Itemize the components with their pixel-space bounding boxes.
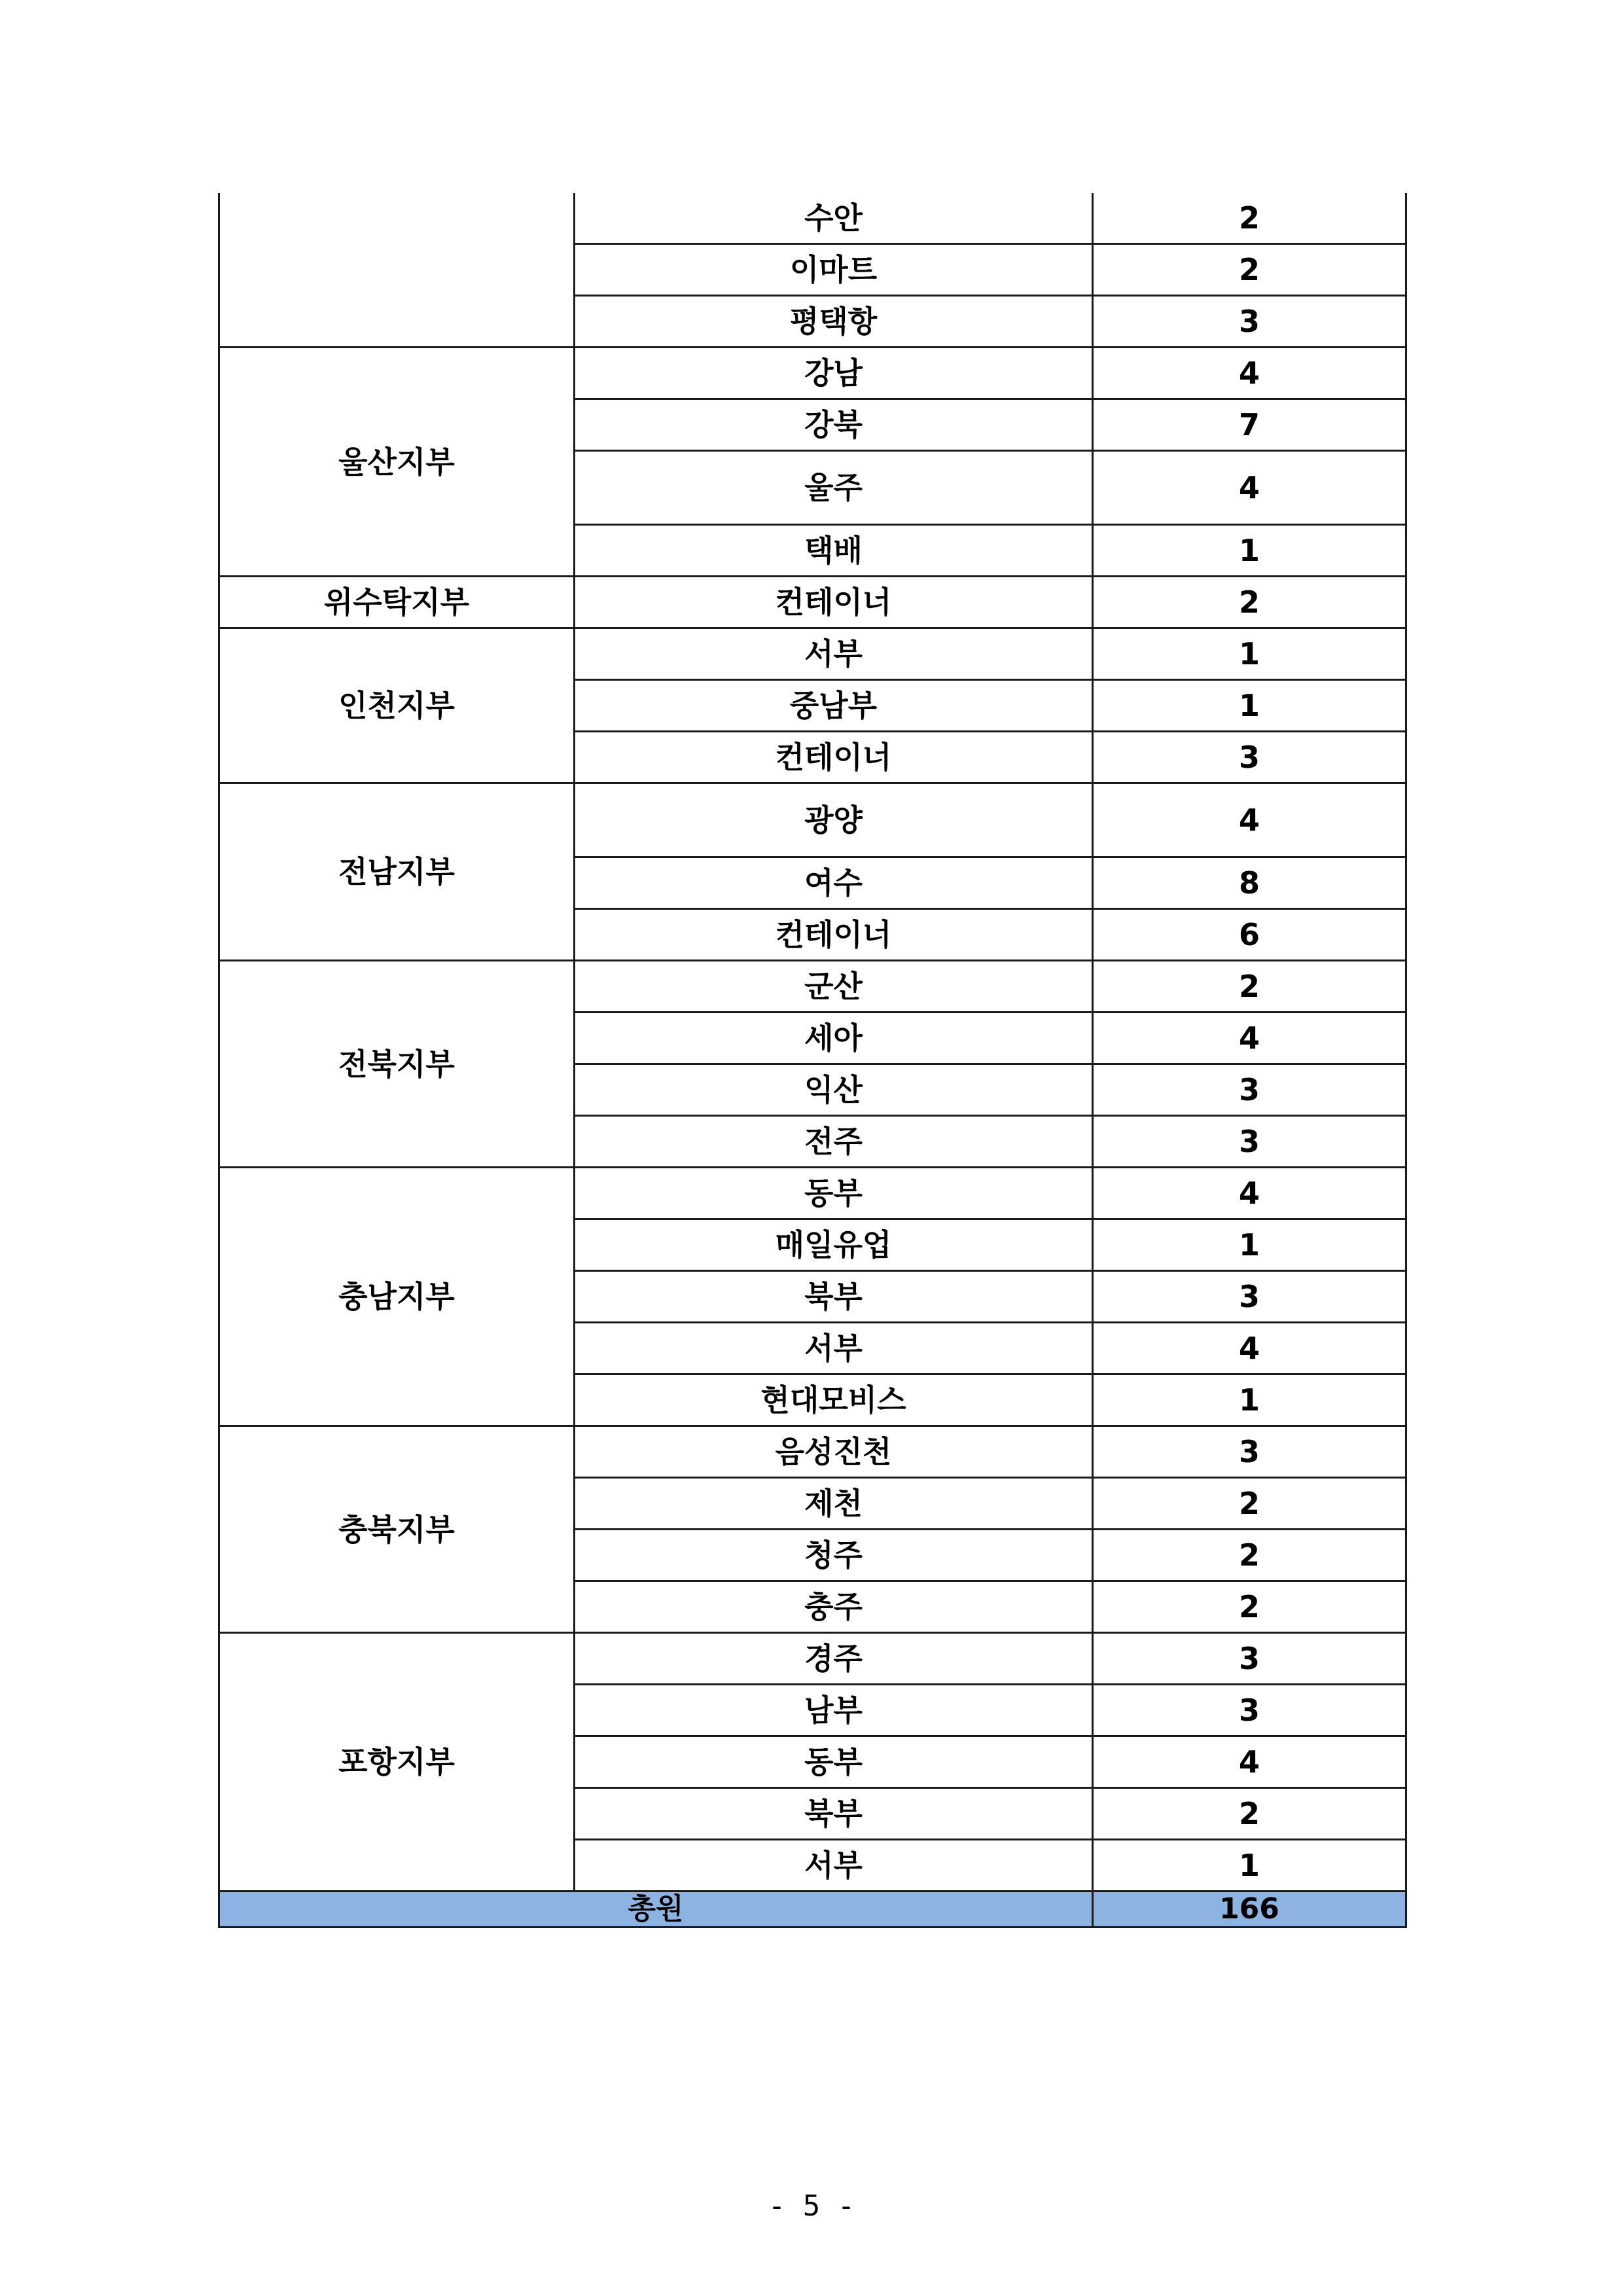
count-cell: 1 — [1093, 525, 1406, 577]
count-cell: 2 — [1093, 1478, 1406, 1530]
branch-cell: 광양 — [575, 783, 1093, 857]
branch-cell: 북부 — [575, 1271, 1093, 1323]
branch-cell: 북부 — [575, 1788, 1093, 1840]
branch-cell: 매일유업 — [575, 1219, 1093, 1271]
branch-cell: 동부 — [575, 1168, 1093, 1219]
count-cell: 6 — [1093, 909, 1406, 961]
region-cell: 충남지부 — [219, 1168, 575, 1426]
table-row — [219, 193, 1406, 244]
count-cell: 3 — [1093, 296, 1406, 348]
count-cell: 2 — [1093, 1581, 1406, 1633]
count-cell: 2 — [1093, 961, 1406, 1013]
branch-cell: 울주 — [575, 451, 1093, 525]
region-cell: 전남지부 — [219, 783, 575, 961]
branch-cell: 청주 — [575, 1530, 1093, 1581]
branch-cell: 컨테이너 — [575, 577, 1093, 628]
branch-cell: 이마트 — [575, 244, 1093, 296]
count-cell: 3 — [1093, 1271, 1406, 1323]
region-cell: 인천지부 — [219, 628, 575, 783]
region-cell: 전북지부 — [219, 961, 575, 1168]
count-cell: 4 — [1093, 1323, 1406, 1374]
branch-cell: 익산 — [575, 1064, 1093, 1116]
page-number: - 5 - — [768, 2189, 855, 2223]
branch-cell: 세아 — [575, 1013, 1093, 1064]
count-cell: 4 — [1093, 1168, 1406, 1219]
branch-cell: 중남부 — [575, 680, 1093, 732]
count-cell: 2 — [1093, 577, 1406, 628]
branch-cell: 택배 — [575, 525, 1093, 577]
branch-cell: 동부 — [575, 1736, 1093, 1788]
count-cell: 2 — [1093, 193, 1406, 244]
table-row — [219, 577, 1406, 628]
branch-cell: 강북 — [575, 399, 1093, 451]
branch-cell: 제천 — [575, 1478, 1093, 1530]
count-cell: 1 — [1093, 1374, 1406, 1426]
count-cell: 2 — [1093, 1530, 1406, 1581]
table-row — [219, 961, 1406, 1013]
count-cell: 4 — [1093, 1736, 1406, 1788]
count-cell: 1 — [1093, 1219, 1406, 1271]
table-row — [219, 1426, 1406, 1478]
branch-cell: 충주 — [575, 1581, 1093, 1633]
table-row — [219, 1168, 1406, 1219]
count-cell: 3 — [1093, 1426, 1406, 1478]
branch-cell: 현대모비스 — [575, 1374, 1093, 1426]
branch-cell: 음성진천 — [575, 1426, 1093, 1478]
count-cell: 2 — [1093, 244, 1406, 296]
count-cell: 1 — [1093, 680, 1406, 732]
branch-cell: 전주 — [575, 1116, 1093, 1168]
count-cell: 3 — [1093, 1064, 1406, 1116]
branch-cell: 서부 — [575, 628, 1093, 680]
total-value: 166 — [1093, 1892, 1406, 1928]
branch-cell: 군산 — [575, 961, 1093, 1013]
count-cell: 3 — [1093, 1685, 1406, 1736]
branch-cell: 컨테이너 — [575, 732, 1093, 783]
branch-cell: 수안 — [575, 193, 1093, 244]
branch-cell: 강남 — [575, 348, 1093, 399]
count-cell: 4 — [1093, 451, 1406, 525]
table-row — [219, 1633, 1406, 1685]
branch-cell: 경주 — [575, 1633, 1093, 1685]
count-cell: 7 — [1093, 399, 1406, 451]
branch-cell: 서부 — [575, 1840, 1093, 1892]
region-cell: 위수탁지부 — [219, 577, 575, 628]
region-cell: 포항지부 — [219, 1633, 575, 1892]
member-count-table — [218, 193, 1407, 1928]
region-cell: 울산지부 — [219, 348, 575, 577]
count-cell: 3 — [1093, 1633, 1406, 1685]
count-cell: 8 — [1093, 857, 1406, 909]
table-row — [219, 628, 1406, 680]
count-cell: 1 — [1093, 1840, 1406, 1892]
total-label: 총원 — [219, 1892, 1093, 1928]
branch-cell: 서부 — [575, 1323, 1093, 1374]
total-row — [219, 1892, 1406, 1928]
count-cell: 3 — [1093, 1116, 1406, 1168]
table-row — [219, 348, 1406, 399]
table-row — [219, 783, 1406, 857]
count-cell: 1 — [1093, 628, 1406, 680]
branch-cell: 여수 — [575, 857, 1093, 909]
count-cell: 2 — [1093, 1788, 1406, 1840]
branch-cell: 평택항 — [575, 296, 1093, 348]
branch-cell: 컨테이너 — [575, 909, 1093, 961]
count-cell: 4 — [1093, 348, 1406, 399]
count-cell: 3 — [1093, 732, 1406, 783]
count-cell: 4 — [1093, 783, 1406, 857]
region-cell: 충북지부 — [219, 1426, 575, 1633]
branch-cell: 남부 — [575, 1685, 1093, 1736]
region-cell — [219, 193, 575, 348]
count-cell: 4 — [1093, 1013, 1406, 1064]
